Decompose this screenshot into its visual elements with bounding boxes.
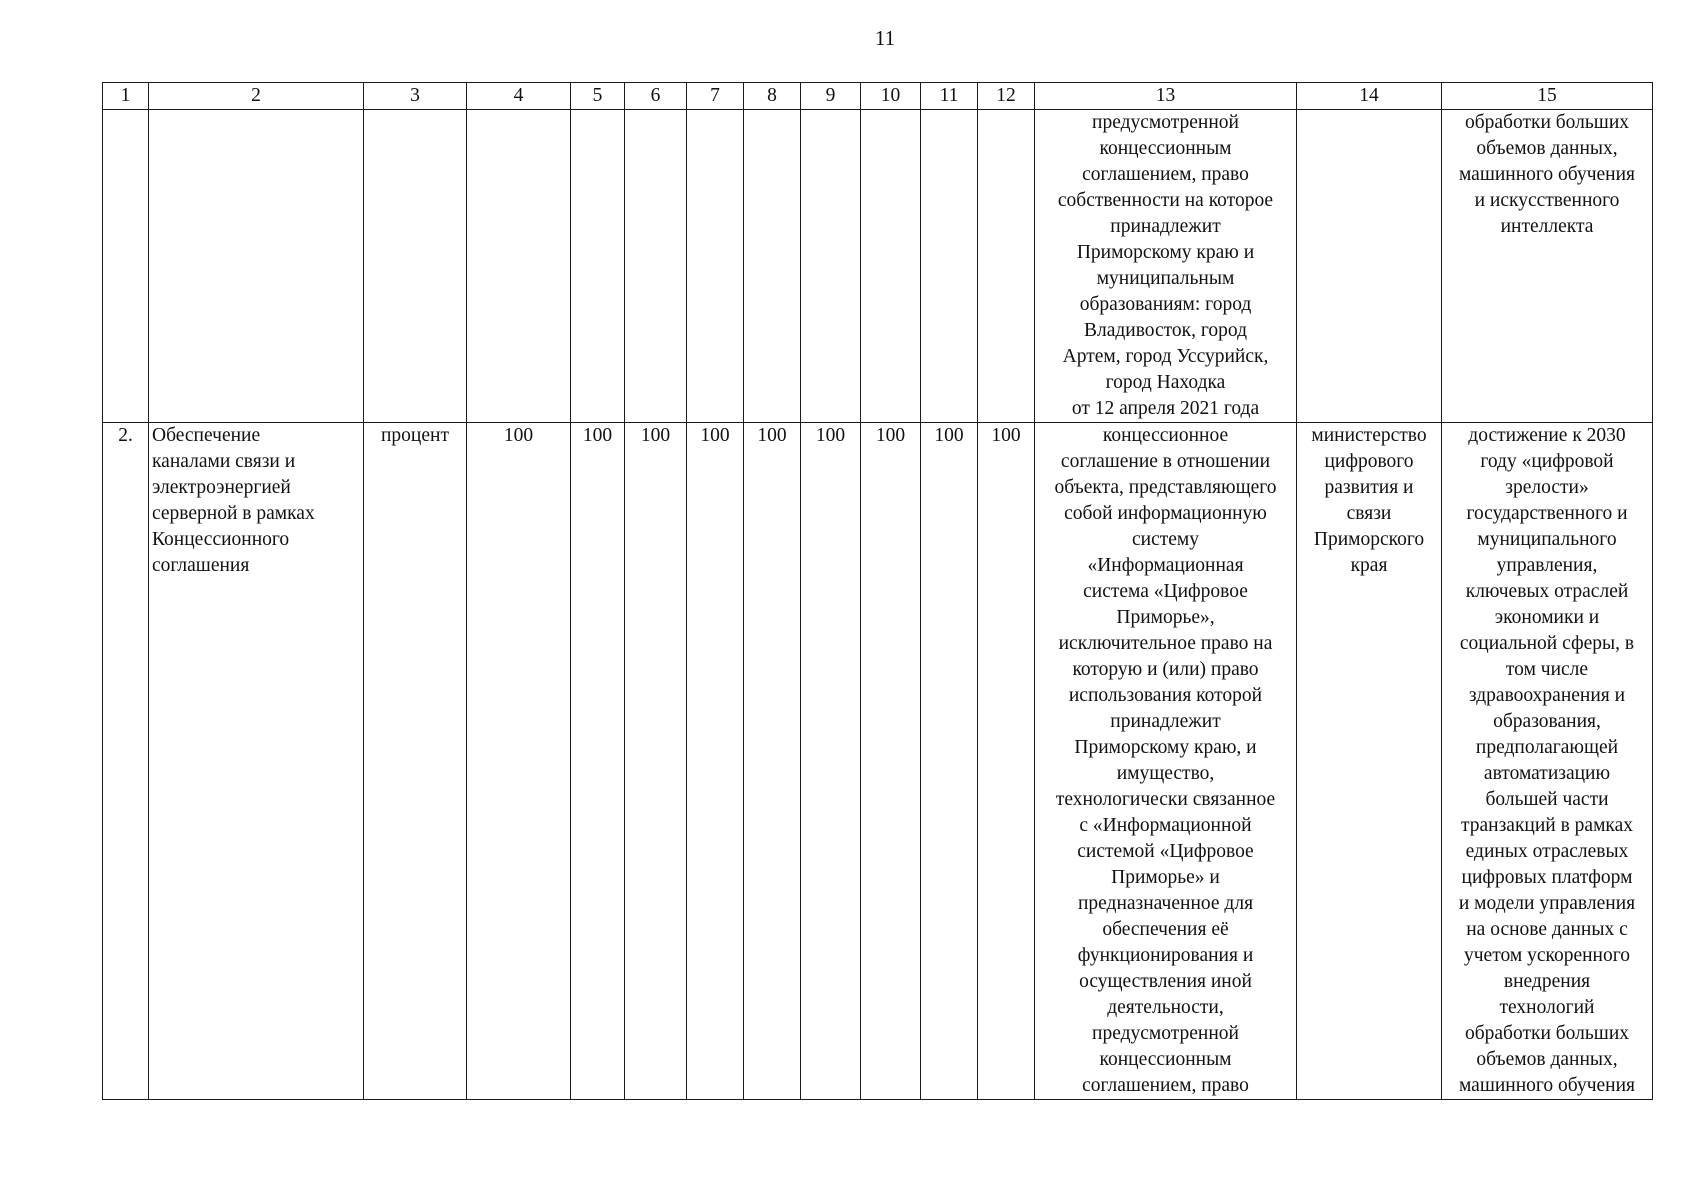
table-cell-empty <box>149 110 364 423</box>
table-row <box>103 423 1653 1100</box>
table-cell-empty <box>921 110 978 423</box>
column-header: 14 <box>1297 83 1442 110</box>
column-number-row <box>103 83 1653 110</box>
value-cell: 100 <box>744 423 801 1100</box>
value-cell: 100 <box>571 423 625 1100</box>
table-cell-empty <box>364 110 467 423</box>
row-number-cell: 2. <box>103 423 149 1100</box>
column-header: 8 <box>744 83 801 110</box>
column-header: 15 <box>1442 83 1653 110</box>
table-cell-empty <box>103 110 149 423</box>
table-cell-empty <box>861 110 921 423</box>
value-cell: 100 <box>625 423 687 1100</box>
expected-result-cell: обработки больших объемов данных, машинного обучения и искусственного интеллекта <box>1442 110 1653 423</box>
column-header: 4 <box>467 83 571 110</box>
indicators-table <box>102 82 1653 1100</box>
column-header: 12 <box>978 83 1035 110</box>
indicator-name-cell: Обеспечение каналами связи и электроэнергией серверной в рамках Концессионного соглашения <box>149 423 364 1100</box>
page-number: 11 <box>874 26 896 50</box>
agreement-description-cell: концессионное соглашение в отношении объекта, представляющего собой информационную систему «Информационная система «Цифровое Приморье», исключительное право на которую и (или) право использования которой принадлежит Приморскому краю, и имущество, технологически связанное с «Информационной системой «Цифровое Приморье» и предназначенное для обеспечения её функционирования и осуществления иной деятельности, предусмотренной концессионным соглашением, право <box>1035 423 1297 1100</box>
table-cell-empty <box>1297 110 1442 423</box>
value-cell: 100 <box>861 423 921 1100</box>
value-cell: 100 <box>978 423 1035 1100</box>
table-cell-empty <box>571 110 625 423</box>
column-header: 1 <box>103 83 149 110</box>
column-header: 10 <box>861 83 921 110</box>
column-header: 11 <box>921 83 978 110</box>
column-header: 5 <box>571 83 625 110</box>
column-header: 7 <box>687 83 744 110</box>
column-header: 9 <box>801 83 861 110</box>
value-cell: 100 <box>687 423 744 1100</box>
column-header: 6 <box>625 83 687 110</box>
unit-cell: процент <box>364 423 467 1100</box>
expected-result-cell: достижение к 2030 году «цифровой зрелости» государственного и муниципального управления, ключевых отраслей экономики и социальной сферы, в том числе здравоохранения и образования, предполагающей автоматизацию большей части транзакций в рамках единых отраслевых цифровых платформ и модели управления на основе данных с учетом ускоренного внедрения технологий обработки больших объемов данных, машинного обучения <box>1442 423 1653 1100</box>
table-cell-empty <box>744 110 801 423</box>
table-cell-empty <box>978 110 1035 423</box>
agreement-description-cell: предусмотренной концессионным соглашением, право собственности на которое принадлежит Приморскому краю и муниципальным образованиям: город Владивосток, город Артем, город Уссурийск, город Находка от 12 апреля 2021 года <box>1035 110 1297 423</box>
column-header: 13 <box>1035 83 1297 110</box>
responsible-body-cell: министерство цифрового развития и связи Приморского края <box>1297 423 1442 1100</box>
table-cell-empty <box>625 110 687 423</box>
table-row-continuation <box>103 110 1653 423</box>
value-cell: 100 <box>921 423 978 1100</box>
column-header: 2 <box>149 83 364 110</box>
table-cell-empty <box>467 110 571 423</box>
column-header: 3 <box>364 83 467 110</box>
table-cell-empty <box>687 110 744 423</box>
table-cell-empty <box>801 110 861 423</box>
value-cell: 100 <box>467 423 571 1100</box>
value-cell: 100 <box>801 423 861 1100</box>
